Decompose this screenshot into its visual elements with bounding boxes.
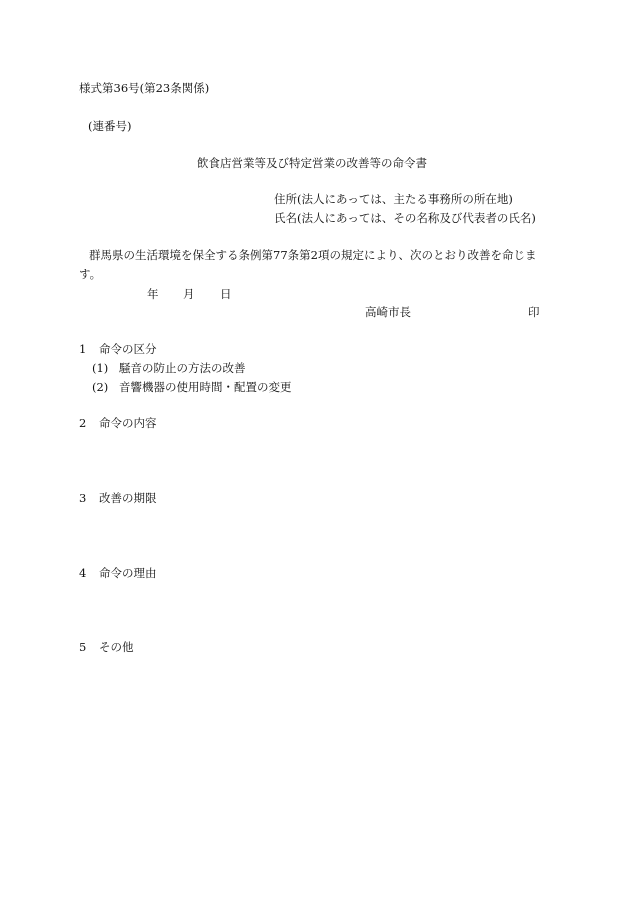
section-1-title: 命令の区分 (99, 342, 157, 356)
serial-number: (連番号) (88, 119, 132, 133)
section-5-heading (79, 639, 134, 655)
section-5-number: 5 (79, 640, 87, 654)
document-title: 飲食店営業等及び特定営業の改善等の命令書 (197, 156, 427, 170)
date-month: 月 (183, 287, 195, 301)
issuer-title: 高崎市長 (365, 305, 411, 319)
date-year: 年 (147, 287, 159, 301)
section-2-title: 命令の内容 (99, 416, 157, 430)
section-5-title: その他 (99, 640, 134, 654)
section-1-item-2-number: (2) (92, 380, 109, 394)
recipient-address: 住所(法人にあっては、主たる事務所の所在地) (274, 192, 513, 206)
section-1-heading (79, 341, 157, 357)
section-1-item-1-number: (1) (92, 361, 109, 375)
section-4-number: 4 (79, 566, 87, 580)
section-1-item-2-text: 音響機器の使用時間・配置の変更 (119, 380, 292, 394)
section-3-heading (79, 490, 157, 506)
body-text-line-1: 群馬県の生活環境を保全する条例第77条第2項の規定により、次のとおり改善を命じま (89, 248, 537, 262)
date-day: 日 (220, 287, 232, 301)
section-4-heading (79, 565, 157, 581)
section-4-title: 命令の理由 (99, 566, 157, 580)
section-1-item-1-text: 騒音の防止の方法の改善 (119, 361, 246, 375)
section-3-number: 3 (79, 491, 87, 505)
section-1-number: 1 (79, 342, 87, 356)
section-1-item-1 (92, 360, 246, 376)
section-3-title: 改善の期限 (99, 491, 157, 505)
seal-mark: 印 (528, 305, 540, 319)
section-2-number: 2 (79, 416, 87, 430)
recipient-name: 氏名(法人にあっては、その名称及び代表者の氏名) (274, 211, 536, 225)
body-text-line-2: す。 (79, 267, 102, 281)
form-number: 様式第36号(第23条関係) (79, 81, 210, 95)
section-2-heading (79, 415, 157, 431)
section-1-item-2 (92, 379, 292, 395)
